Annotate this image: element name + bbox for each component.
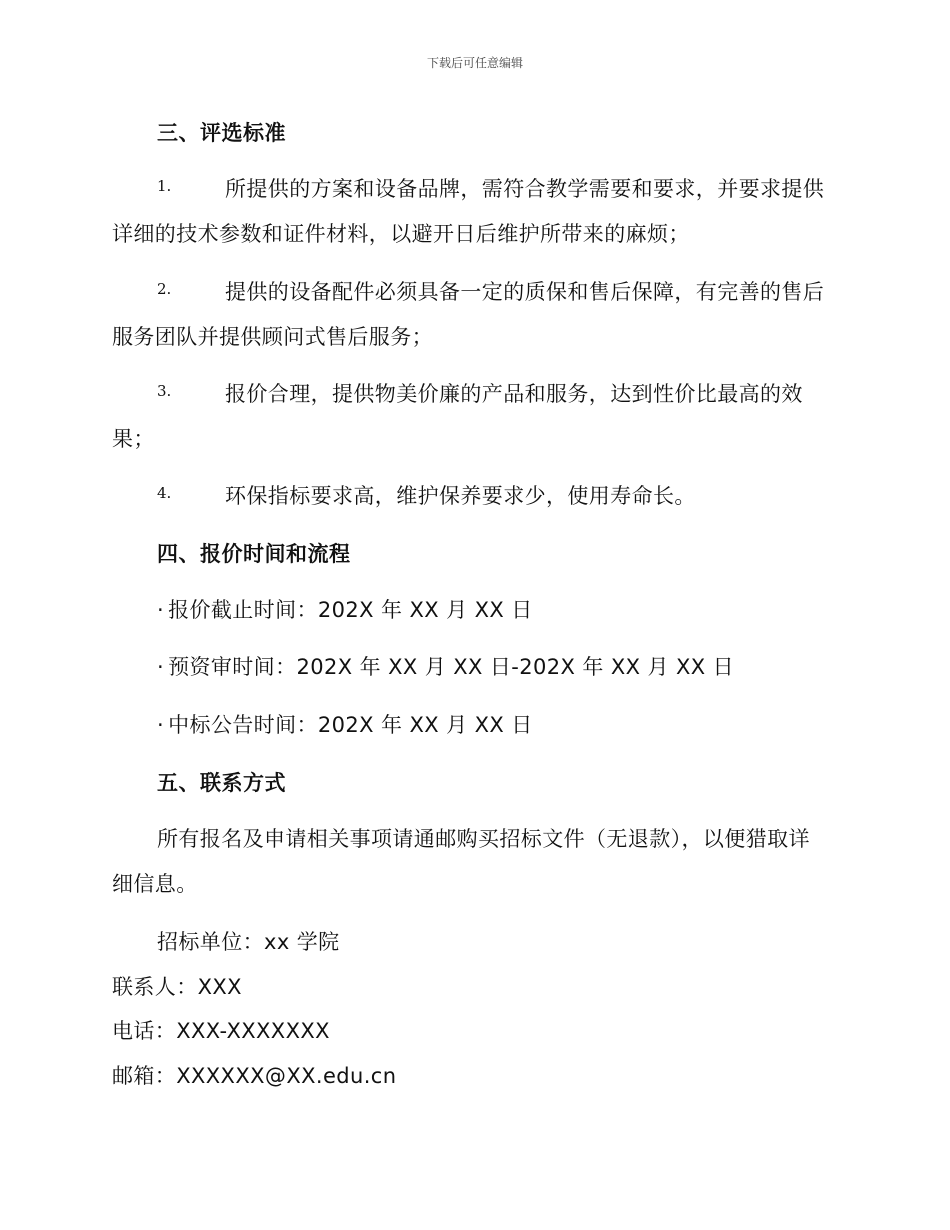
tender-unit: 招标单位：xx 学院	[157, 930, 340, 954]
section-4-title: 四、报价时间和流程	[157, 542, 351, 566]
contact-paragraph: 所有报名及申请相关事项请通邮购买招标文件（无退款），以便猎取详	[157, 827, 810, 851]
list-item-text: 环保指标要求高，维护保养要求少，使用寿命长。	[225, 484, 696, 508]
list-item-text-continued: 服务团队并提供顾问式售后服务；	[112, 325, 433, 349]
section-3-title: 三、评选标准	[157, 121, 286, 145]
contact-person: 联系人：XXX	[112, 975, 242, 999]
contact-phone: 电话：XXX-XXXXXXX	[112, 1019, 330, 1043]
list-item-text-continued: 详细的技术参数和证件材料，以避开日后维护所带来的麻烦；	[112, 222, 690, 246]
contact-email: 邮箱：XXXXXX@XX.edu.cn	[112, 1064, 397, 1088]
schedule-item: · 中标公告时间：202X 年 XX 月 XX 日	[157, 709, 533, 739]
page-header: 下载后可任意编辑	[426, 56, 523, 70]
list-item-number: 2.	[157, 280, 172, 298]
list-item-number: 4.	[157, 484, 172, 502]
list-item-number: 3.	[157, 382, 172, 400]
list-item-text: 所提供的方案和设备品牌，需符合教学需要和要求，并要求提供	[225, 177, 825, 201]
contact-paragraph-continued: 细信息。	[112, 872, 198, 896]
list-item-number: 1.	[157, 177, 172, 195]
list-item-text-continued: 果；	[112, 427, 155, 451]
list-item-text: 提供的设备配件必须具备一定的质保和售后保障，有完善的售后	[225, 280, 825, 304]
schedule-item: · 预资审时间：202X 年 XX 月 XX 日-202X 年 XX 月 XX 日	[157, 651, 734, 681]
section-5-title: 五、联系方式	[157, 771, 286, 795]
list-item-text: 报价合理，提供物美价廉的产品和服务，达到性价比最高的效	[225, 382, 803, 406]
schedule-item: · 报价截止时间：202X 年 XX 月 XX 日	[157, 594, 533, 624]
